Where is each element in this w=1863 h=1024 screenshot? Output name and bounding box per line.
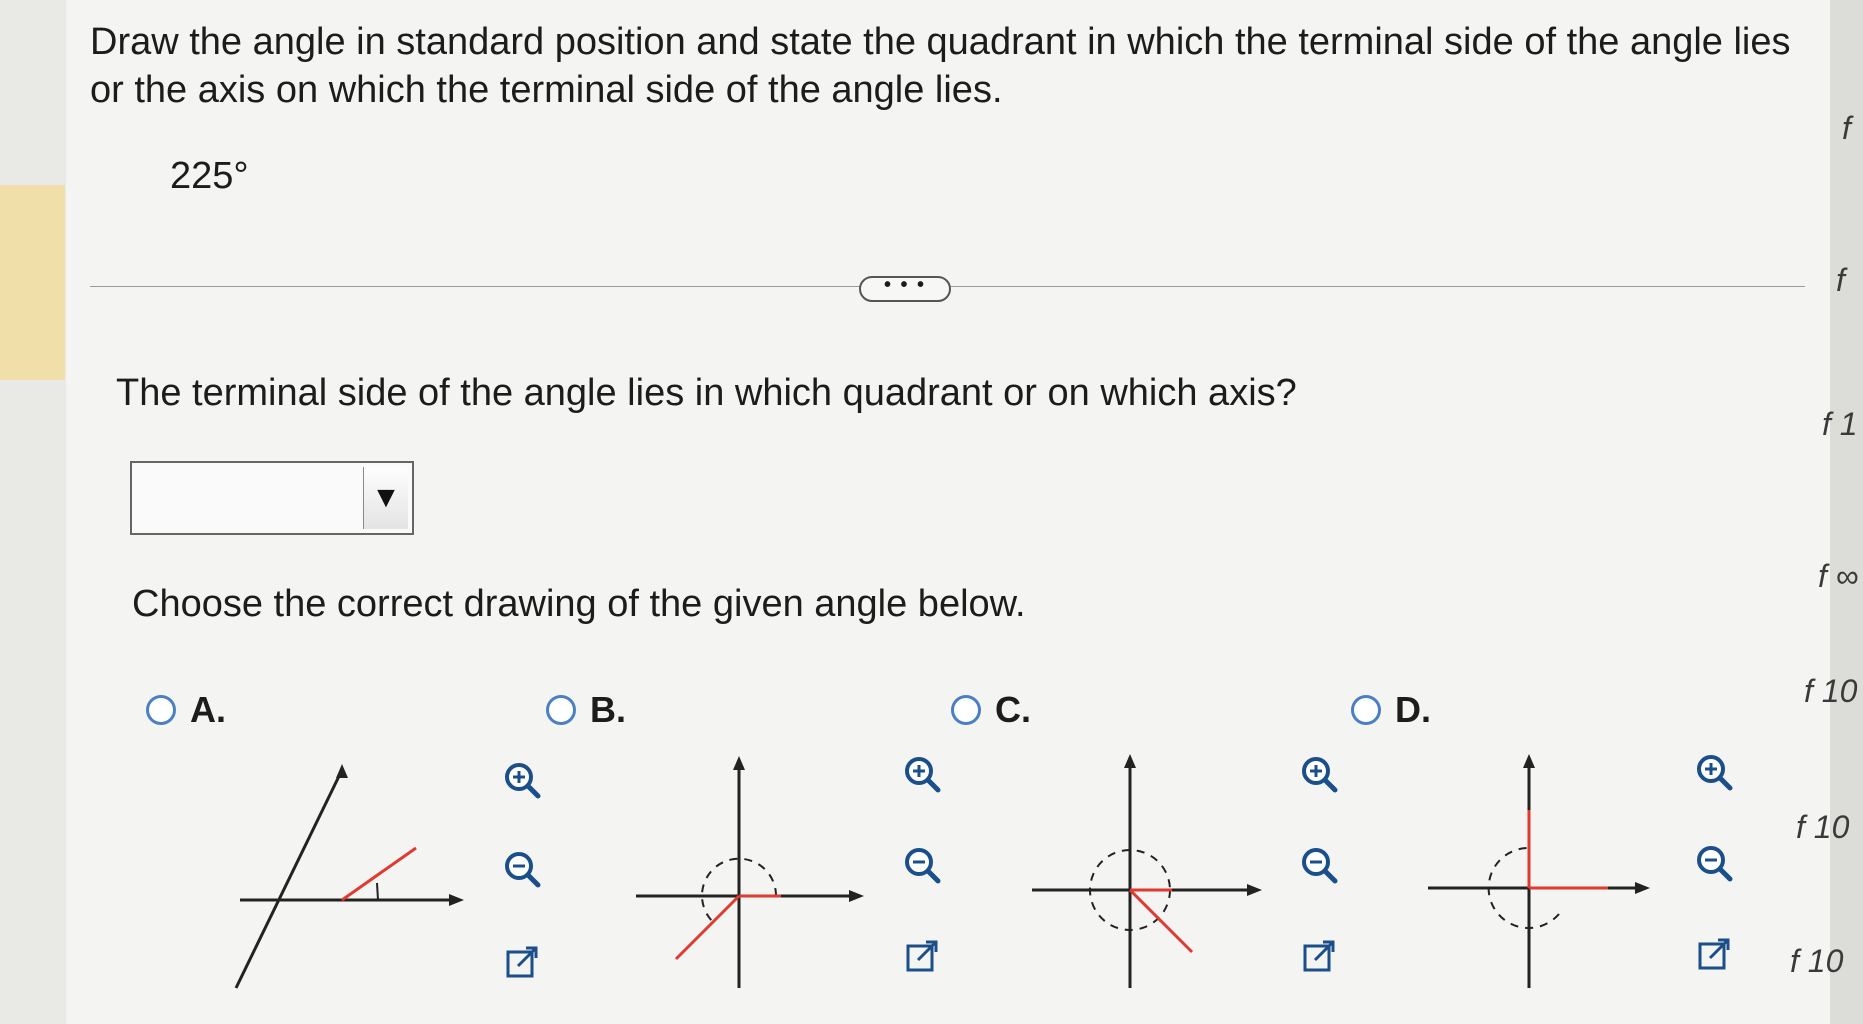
terminal-side — [676, 896, 739, 959]
triangle-down-icon[interactable]: ▼ — [363, 467, 408, 529]
zoom-out-icon[interactable] — [1692, 841, 1736, 885]
margin-note: f ∞ — [1818, 558, 1859, 594]
zoom-in-icon[interactable] — [1297, 752, 1341, 796]
zoom-in-icon[interactable] — [500, 758, 544, 802]
y-axis-arrowhead — [1523, 754, 1535, 768]
option-c-label: C. — [995, 689, 1031, 730]
margin-note: f 10 — [1796, 809, 1850, 845]
open-new-window-icon[interactable] — [900, 934, 944, 978]
graph-c — [1032, 740, 1262, 1000]
zoom-out-icon[interactable] — [1297, 843, 1341, 887]
margin-note: f 10 — [1804, 673, 1858, 709]
margin-note: f — [1842, 110, 1851, 146]
angle-arc — [377, 883, 378, 900]
zoom-in-icon[interactable] — [1692, 750, 1736, 794]
zoom-in-icon[interactable] — [900, 752, 944, 796]
option-d-label: D. — [1395, 689, 1431, 730]
instruction-text: Choose the correct drawing of the given angle below. — [132, 583, 1026, 625]
question-text: Draw the angle in standard position and state the quadrant in which the terminal side of the angle lies or the axis on which the terminal side of the angle lies. — [90, 21, 1791, 111]
zoom-out-icon[interactable] — [500, 847, 544, 891]
radio-b[interactable] — [546, 695, 576, 725]
option-b-label: B. — [590, 689, 626, 730]
option-b[interactable] — [546, 685, 626, 735]
y-axis — [236, 770, 342, 988]
option-a[interactable] — [146, 685, 226, 735]
y-axis-arrowhead — [1124, 754, 1136, 768]
open-new-window-icon[interactable] — [1297, 934, 1341, 978]
open-new-window-icon[interactable] — [1692, 932, 1736, 976]
radio-d[interactable] — [1351, 695, 1381, 725]
y-axis-arrowhead — [336, 764, 348, 778]
option-a-label: A. — [190, 689, 226, 730]
zoom-out-icon[interactable] — [900, 843, 944, 887]
radio-a[interactable] — [146, 695, 176, 725]
graph-d — [1428, 740, 1658, 1000]
radio-c[interactable] — [951, 695, 981, 725]
graph-b — [636, 740, 866, 1000]
margin-note: f 1 — [1822, 406, 1858, 442]
x-axis-arrowhead — [849, 890, 864, 902]
terminal-side — [1130, 890, 1192, 952]
x-axis-arrowhead — [449, 894, 464, 906]
margin-note: f — [1836, 262, 1845, 298]
expand-button[interactable]: • • • — [859, 276, 951, 302]
open-new-window-icon[interactable] — [500, 940, 544, 984]
x-axis-arrowhead — [1247, 884, 1262, 896]
terminal-side — [342, 848, 416, 900]
margin-note: f 10 — [1790, 943, 1844, 979]
left-sidebar-tab — [0, 185, 65, 380]
angle-value: 225° — [170, 155, 249, 197]
subquestion-text: The terminal side of the angle lies in which quadrant or on which axis? — [116, 372, 1297, 414]
option-d[interactable] — [1351, 685, 1431, 735]
quadrant-dropdown[interactable] — [130, 461, 414, 535]
option-c[interactable] — [951, 685, 1031, 735]
x-axis-arrowhead — [1635, 882, 1650, 894]
y-axis-arrowhead — [733, 756, 745, 770]
graph-a — [236, 740, 466, 1000]
right-margin-panel — [1790, 0, 1863, 1024]
question-panel — [66, 0, 1830, 1024]
